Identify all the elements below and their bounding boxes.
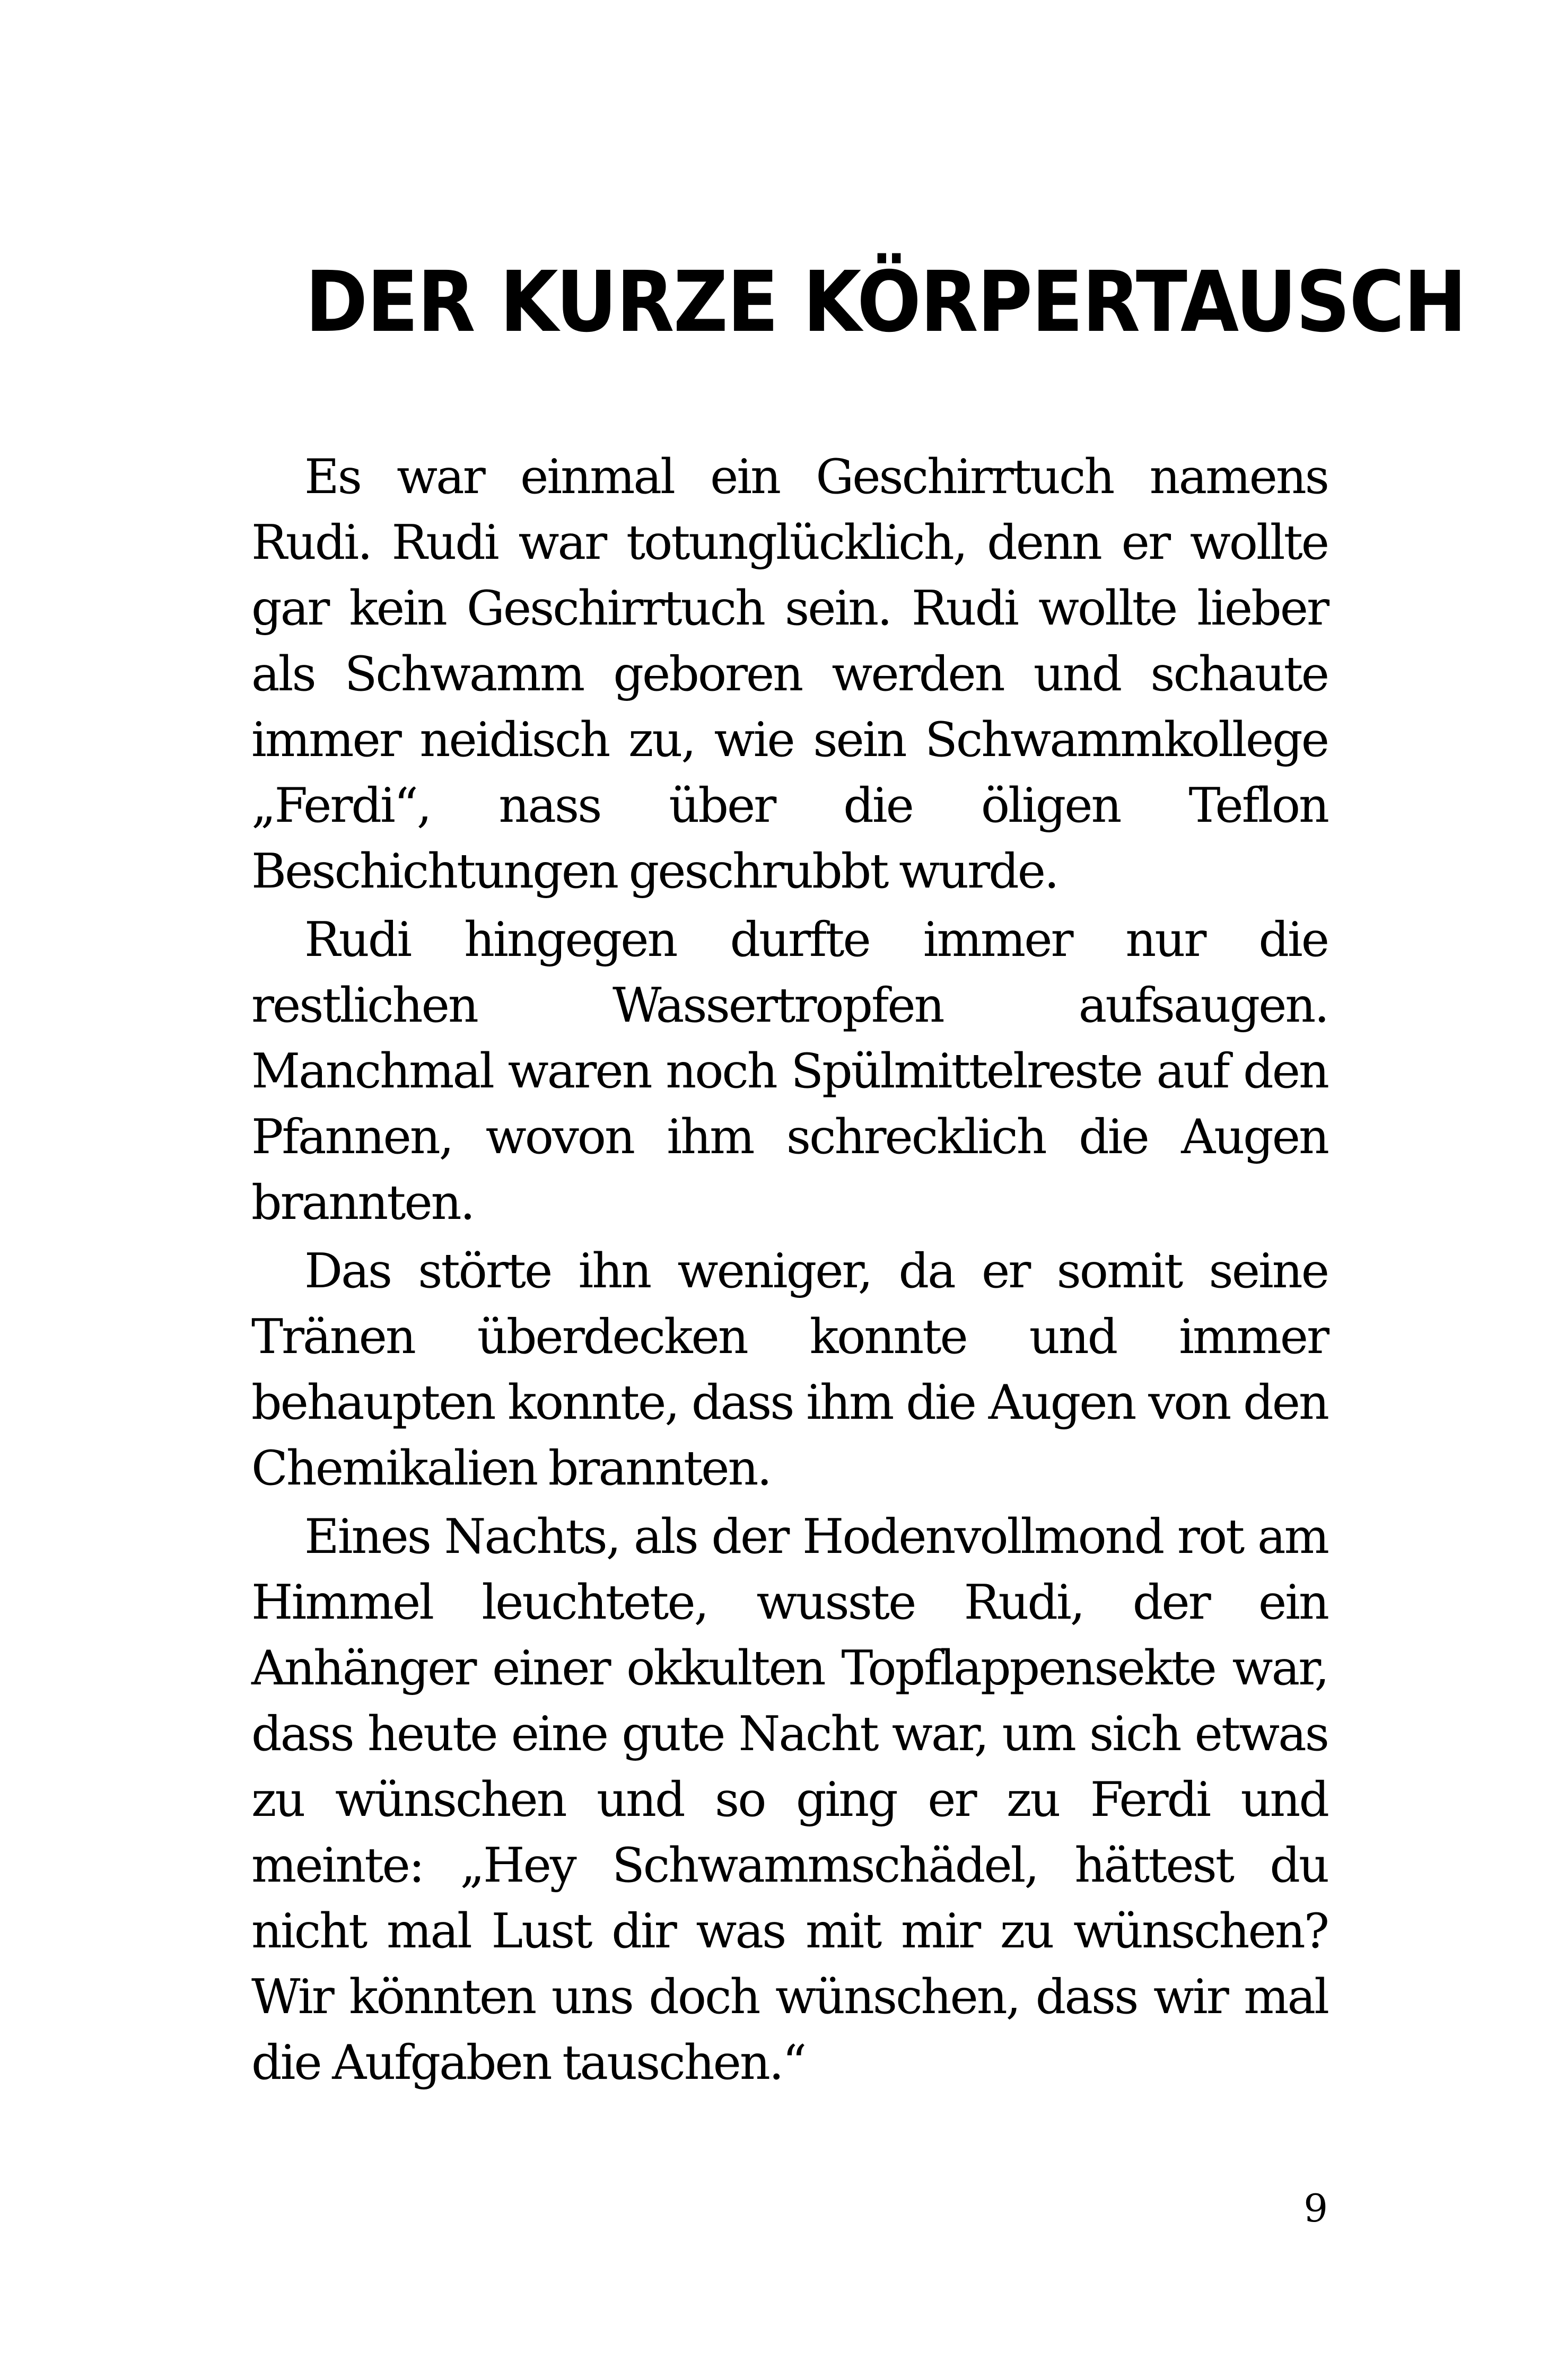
paragraph: Das störte ihn weniger, da er somit seine Tränen überdecken konnte und immer behaupten konnte, dass ihm die Augen von den Chemikalien brannten. [251,1243,1328,1496]
page-number: 9 [1303,2186,1328,2230]
paragraph: Eines Nachts, als der Hodenvollmond rot am Himmel leuchtete, wusste Rudi, der ein Anhänger einer okkulten Topflappensekte war, dass heute eine gute Nacht war, um sich etwas zu wünschen und so ging er zu Ferdi und meinte: „Hey Schwammschädel, hättest du nicht mal Lust dir was mit mir zu wünschen? Wir könnten uns doch wünschen, dass wir mal die Aufgaben tauschen.“ [251,1509,1328,2091]
paragraph: Rudi hingegen durfte immer nur die restlichen Wassertropfen aufsaugen. Manchmal waren noch Spülmittelreste auf den Pfannen, wovon ihm schrecklich die Augen brannten. [251,912,1328,1231]
paragraph: Es war einmal ein Geschirrtuch namens Rudi. Rudi war totunglücklich, denn er wollte gar kein Geschirrtuch sein. Rudi wollte lieber als Schwamm geboren werden und schaute immer neidisch zu, wie sein Schwammkollege „Ferdi“, nass über die öligen Teflon Beschichtungen geschrubbt wurde. [251,449,1328,899]
chapter-title: DER KURZE KÖRPERTAUSCH [305,253,1466,351]
chapter-body [251,444,1328,2098]
